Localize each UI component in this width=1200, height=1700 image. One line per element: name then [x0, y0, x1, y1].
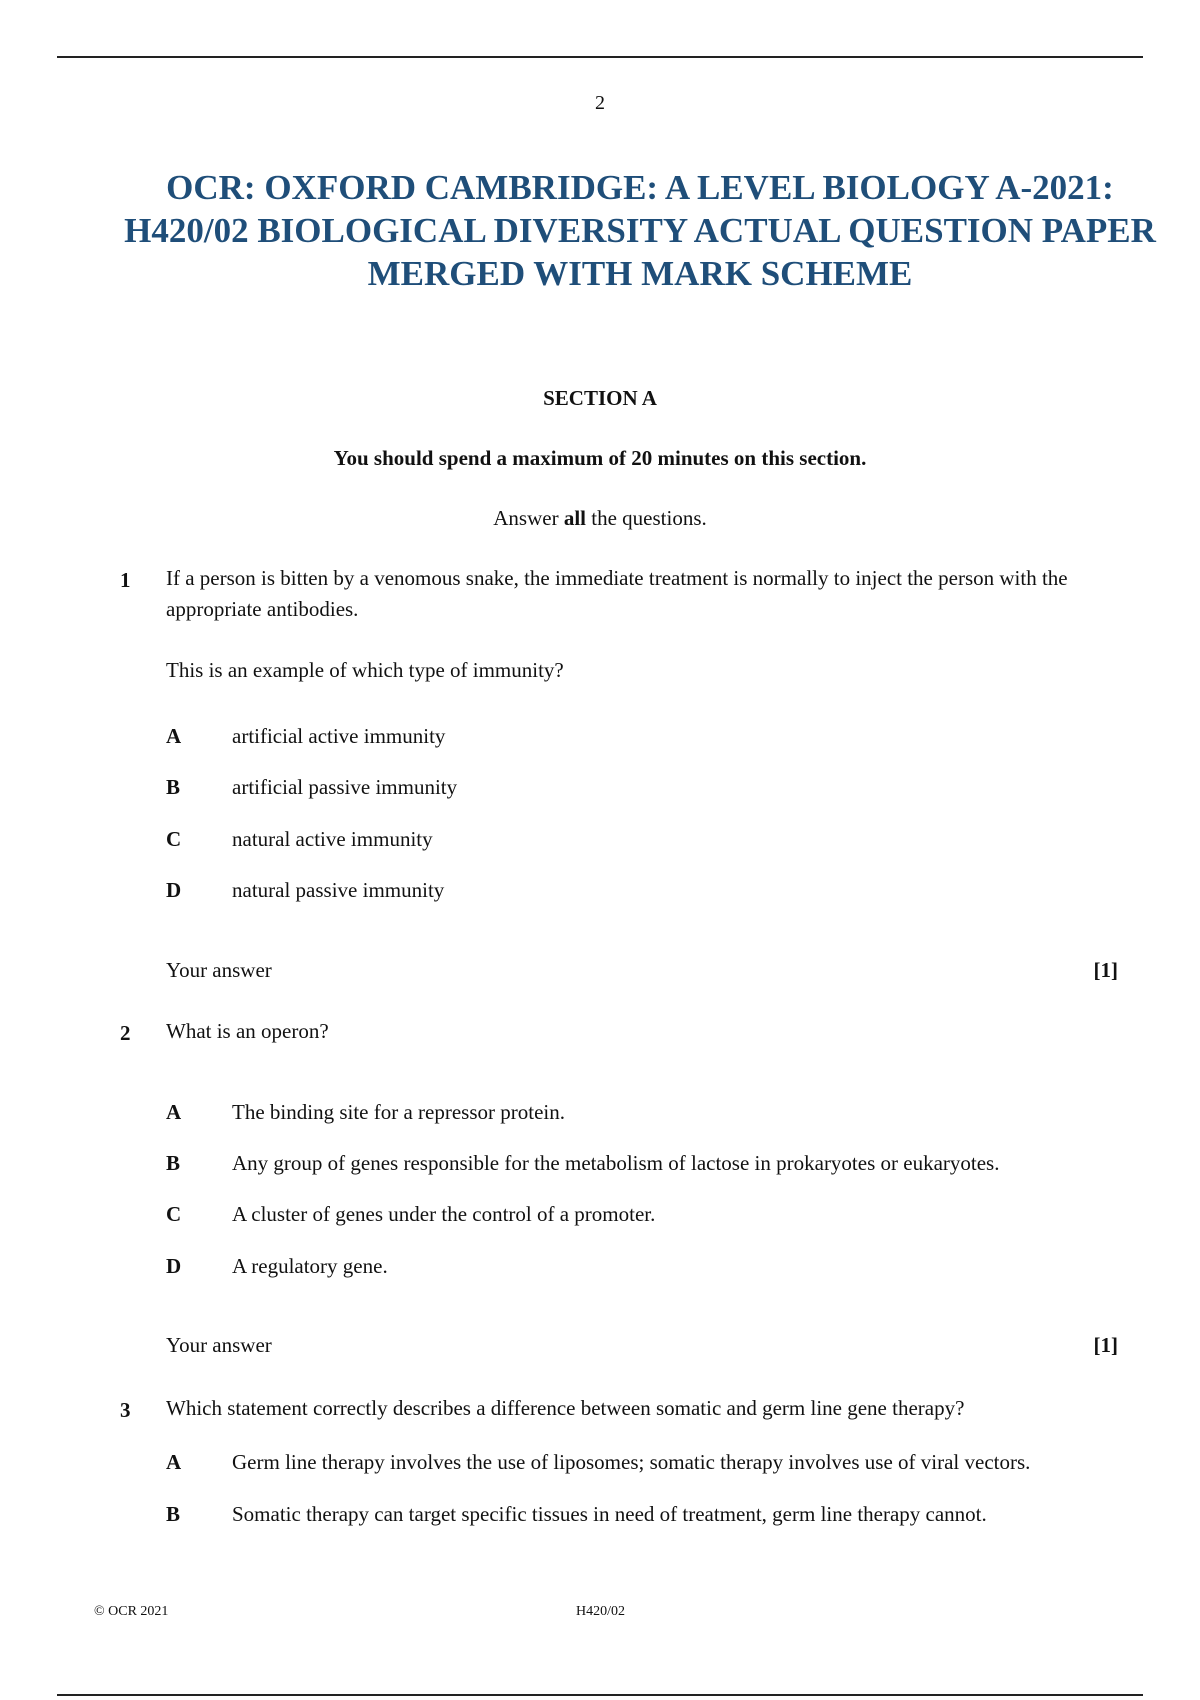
instruction-pre: Answer	[493, 506, 564, 530]
option-letter: D	[166, 878, 182, 902]
marks: [1]	[1093, 958, 1118, 982]
answer-label: Your answer	[166, 1333, 272, 1357]
option-text: artificial passive immunity	[232, 775, 458, 799]
option-letter: C	[166, 827, 182, 851]
title-line-1: OCR: OXFORD CAMBRIDGE: A LEVEL BIOLOGY A-2021:	[166, 168, 1114, 207]
question-text: Which statement correctly describes a difference between somatic and germ line gene therapy?	[166, 1396, 965, 1420]
option-letter: D	[166, 1254, 182, 1278]
option-text: artificial active immunity	[232, 724, 446, 748]
option-text: natural passive immunity	[232, 878, 445, 902]
instruction-post: the questions.	[586, 506, 707, 530]
page-number: 2	[595, 92, 605, 114]
question-prompt: This is an example of which type of immunity?	[166, 658, 564, 682]
option-text: The binding site for a repressor protein.	[232, 1100, 565, 1124]
option-letter: B	[166, 1151, 181, 1175]
question-text: What is an operon?	[166, 1019, 329, 1043]
option-text: A regulatory gene.	[232, 1254, 388, 1278]
option-text: Any group of genes responsible for the metabolism of lactose in prokaryotes or eukaryotes.	[232, 1151, 1000, 1175]
option-letter: A	[166, 724, 182, 748]
option-letter: B	[166, 775, 181, 799]
document-title	[60, 166, 1200, 295]
option-letter: A	[166, 1450, 182, 1474]
option-text: Somatic therapy can target specific tissues in need of treatment, germ line therapy cannot.	[232, 1502, 987, 1526]
footer-code: H420/02	[576, 1604, 625, 1619]
question-number: 2	[120, 1021, 131, 1045]
option-text: A cluster of genes under the control of a promoter.	[232, 1202, 656, 1226]
marks: [1]	[1093, 1333, 1118, 1357]
question-number: 1	[120, 568, 131, 592]
instruction	[0, 506, 1200, 531]
title-line-2: H420/02 BIOLOGICAL DIVERSITY ACTUAL QUESTION PAPER	[124, 211, 1156, 250]
section-heading: SECTION A	[543, 386, 657, 410]
question-text: If a person is bitten by a venomous snake, the immediate treatment is normally to inject the person with the appropriate antibodies.	[166, 566, 1068, 621]
answer-label: Your answer	[166, 958, 272, 982]
option-letter: B	[166, 1502, 181, 1526]
option-letter: A	[166, 1100, 182, 1124]
option-text: Germ line therapy involves the use of liposomes; somatic therapy involves use of viral vectors.	[232, 1450, 1031, 1474]
top-rule	[57, 56, 1143, 58]
option-letter: C	[166, 1202, 182, 1226]
footer-copyright: © OCR 2021	[94, 1604, 169, 1619]
instruction-bold: all	[563, 506, 586, 530]
question-number: 3	[120, 1398, 131, 1422]
option-text: natural active immunity	[232, 827, 433, 851]
title-line-3: MERGED WITH MARK SCHEME	[367, 254, 913, 293]
time-note: You should spend a maximum of 20 minutes on this section.	[333, 446, 867, 470]
bottom-rule	[57, 1694, 1143, 1696]
